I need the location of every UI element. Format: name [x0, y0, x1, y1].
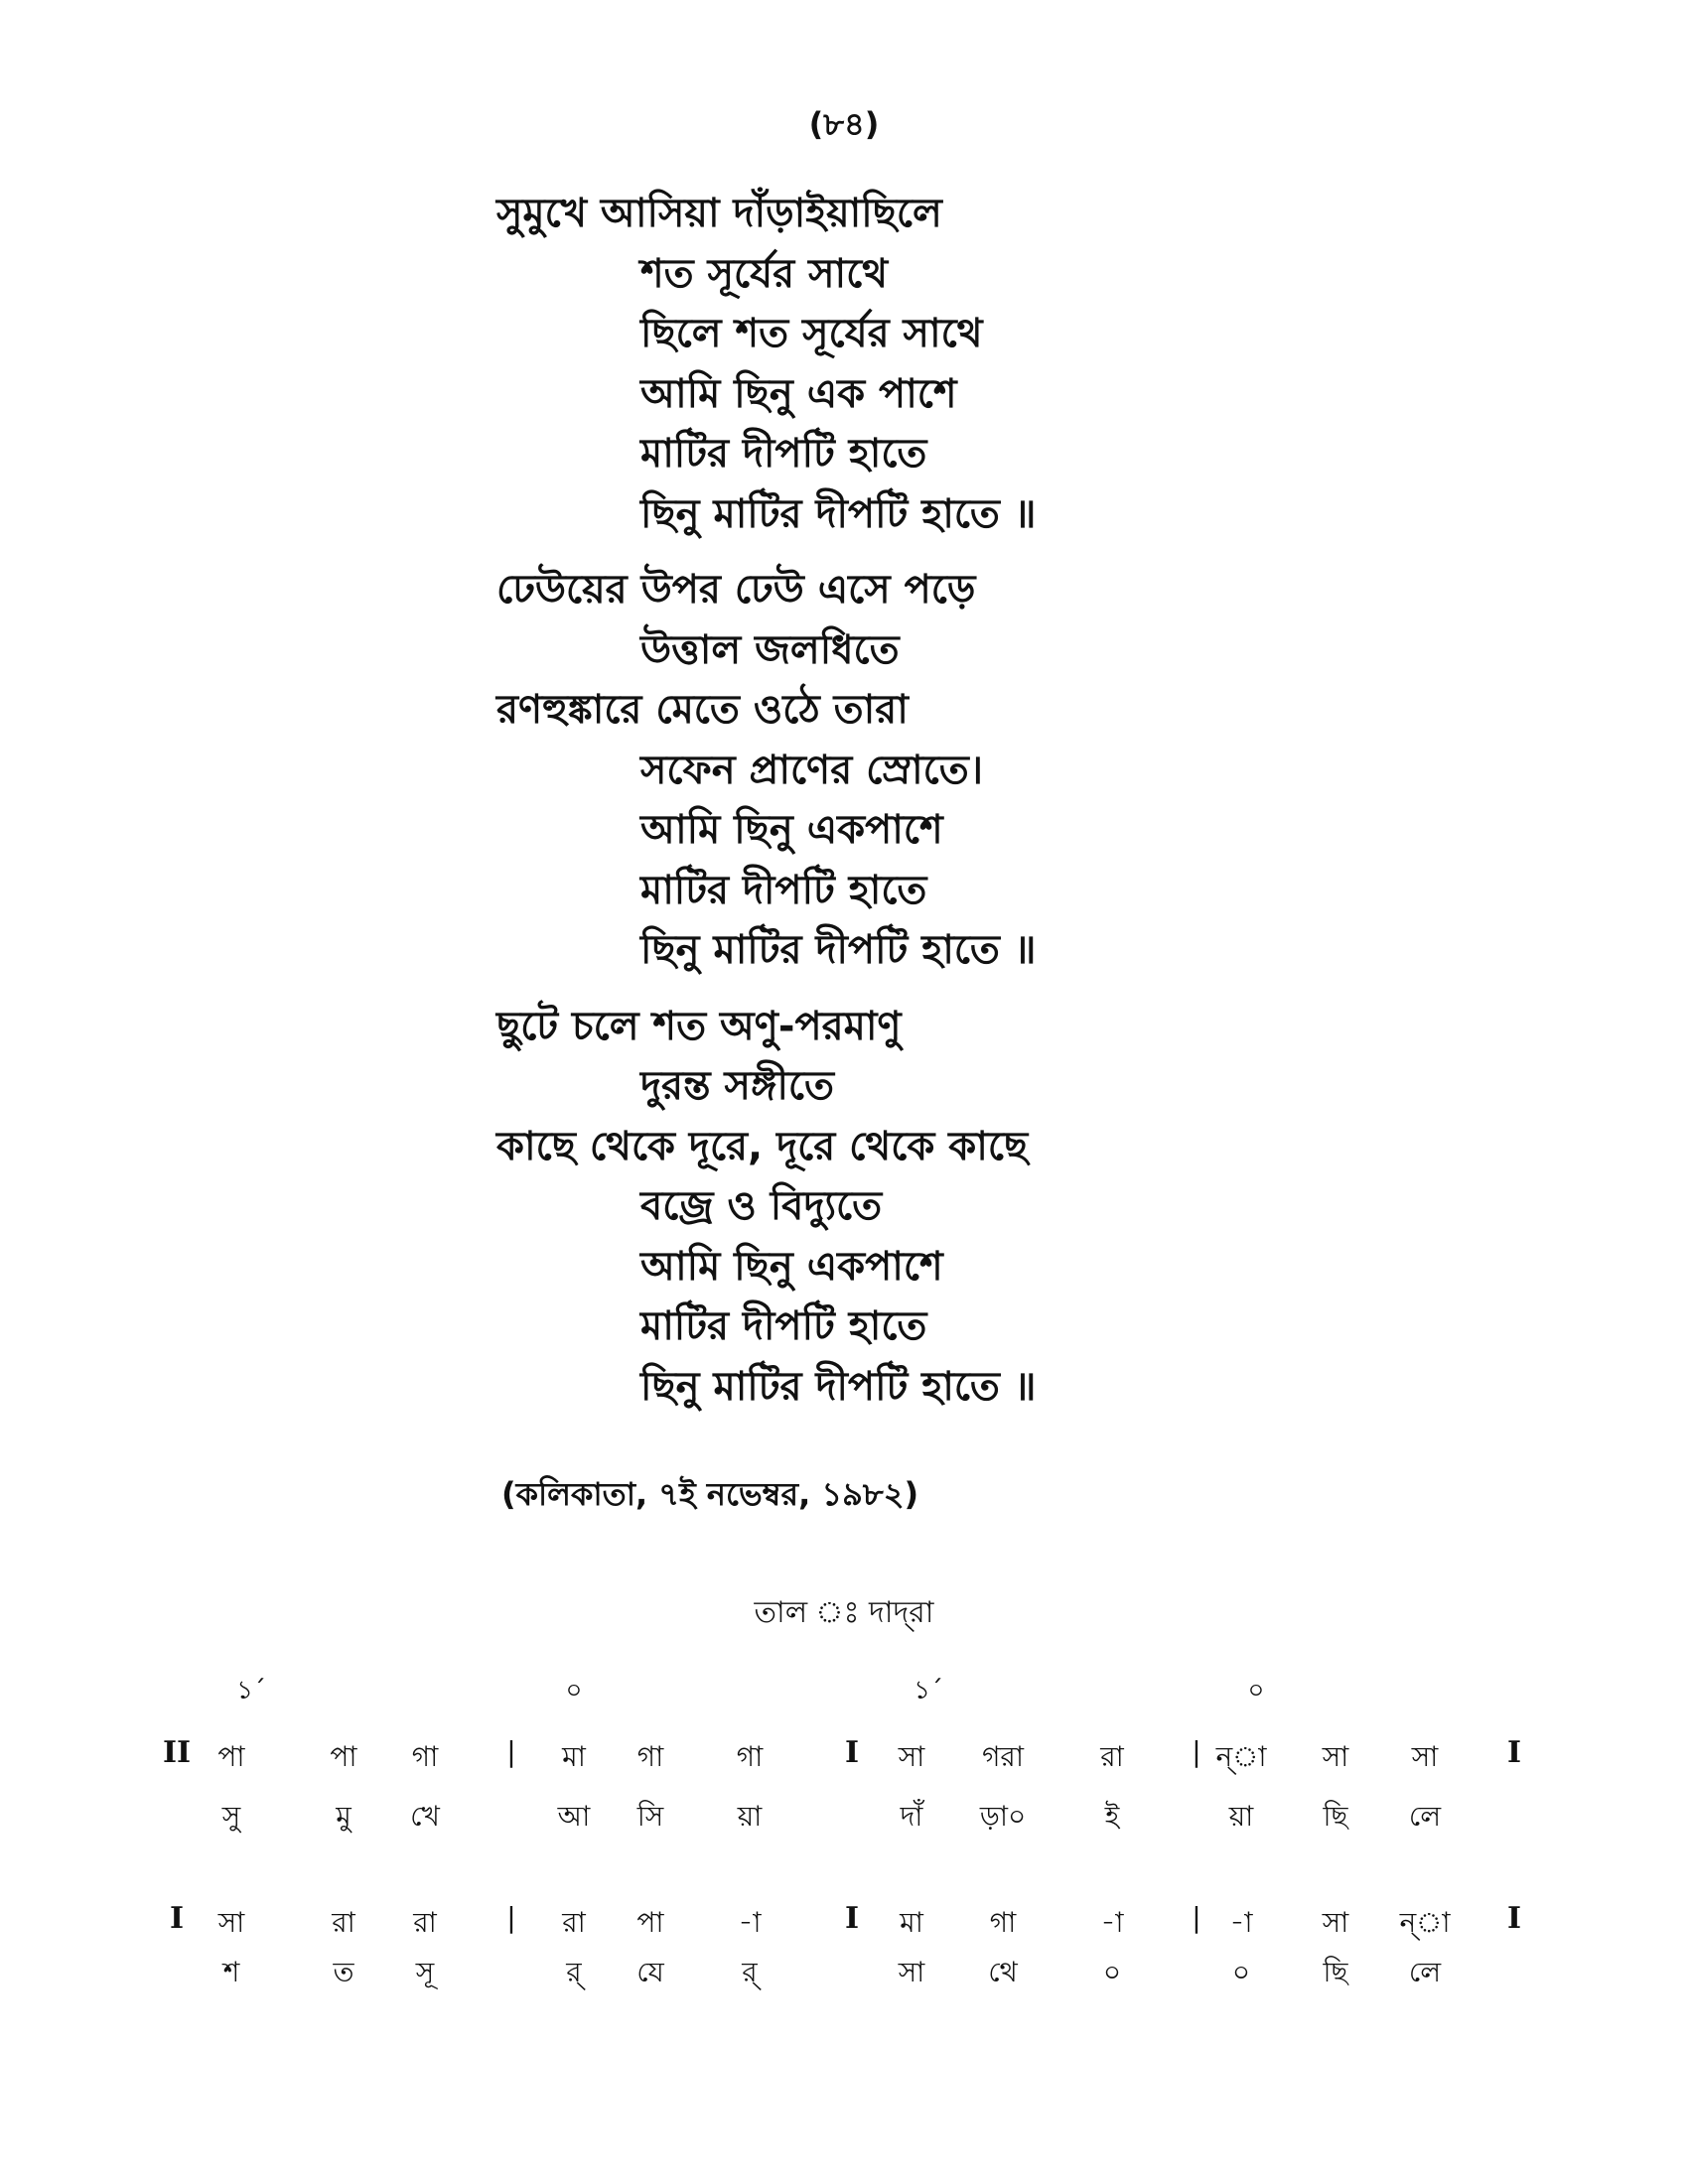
lyric-cell: লে — [1408, 1956, 1442, 1988]
note-cell: পা — [330, 1740, 357, 1773]
lyric-cell: সা — [898, 1956, 925, 1988]
divider-line: | — [1192, 1735, 1201, 1768]
note-cell: ন্‌া — [1399, 1906, 1451, 1939]
poem-line: ছিলে শত সূর্যের সাথে — [640, 311, 983, 356]
note-cell: গরা — [982, 1740, 1024, 1773]
note-cell: পা — [217, 1740, 245, 1773]
tal-heading: তাল ঃ দাদ্‌রা — [754, 1595, 934, 1630]
note-cell: মা — [900, 1906, 923, 1939]
lyric-cell: ড়া০ — [979, 1800, 1027, 1833]
poem-line: রণহুঙ্কারে মেতে ওঠে তারা — [496, 687, 909, 733]
beat-marker: ০ — [1247, 1676, 1265, 1706]
note-cell: রা — [332, 1906, 355, 1939]
poem-line: বজ্রে ও বিদ্যুতে — [640, 1183, 883, 1229]
note-cell: সা — [1322, 1740, 1349, 1773]
lyric-cell: য়া — [1228, 1800, 1254, 1833]
note-cell: গা — [636, 1740, 664, 1773]
note-cell: গা — [411, 1740, 439, 1773]
stanza — [496, 184, 1390, 544]
bar-line: I — [169, 1901, 185, 1936]
note-cell: গা — [989, 1906, 1017, 1939]
lyric-cell: সু — [221, 1800, 241, 1833]
note-cell: পা — [636, 1906, 664, 1939]
bar-line: I — [1506, 1735, 1522, 1770]
lyric-cell: ছি — [1323, 1800, 1348, 1833]
note-cell: সা — [898, 1740, 925, 1773]
notation-table — [0, 1648, 1688, 1988]
poem-line: মাটির দীপটি হাতে — [640, 1303, 927, 1349]
lyric-cell: দাঁ — [900, 1800, 923, 1833]
poem-line: সুমুখে আসিয়া দাঁড়াইয়াছিলে — [496, 191, 942, 236]
bar-line: I — [1506, 1901, 1522, 1936]
poem-line: দুরন্ত সঙ্গীতে — [640, 1063, 834, 1109]
divider-line: | — [1192, 1901, 1201, 1934]
poem-line: কাছে থেকে দূরে, দূরে থেকে কাছে — [496, 1123, 1029, 1169]
poem-line: আমি ছিনু এক পাশে — [640, 370, 957, 417]
note-cell: -া — [1229, 1906, 1253, 1939]
bar-line: I — [844, 1735, 860, 1770]
beat-marker: ১´ — [914, 1676, 943, 1706]
date-line: (কলিকাতা, ৭ই নভেম্বর, ১৯৮২) — [501, 1475, 919, 1513]
note-cell: -া — [738, 1906, 762, 1939]
lyric-cell: সি — [636, 1800, 664, 1833]
poem-line: সফেন প্রাণের স্রোতে। — [640, 747, 984, 793]
lyric-cell: শ — [222, 1956, 240, 1988]
lyric-cell: য়া — [737, 1800, 763, 1833]
note-cell: সা — [217, 1906, 245, 1939]
note-cell: মা — [562, 1740, 586, 1773]
poem — [496, 184, 1390, 1433]
poem-line: উত্তাল জলধিতে — [640, 626, 900, 673]
divider-line: | — [506, 1901, 516, 1934]
poem-line: মাটির দীপটি হাতে — [640, 431, 927, 477]
note-cell: রা — [413, 1906, 437, 1939]
divider-line: | — [506, 1735, 516, 1768]
note-cell: গা — [736, 1740, 764, 1773]
lyric-cell: আ — [557, 1800, 591, 1833]
lyric-cell: র্ — [742, 1956, 758, 1988]
note-cell: -া — [1100, 1906, 1124, 1939]
lyric-cell: ০ — [1102, 1956, 1122, 1988]
lyric-cell: লে — [1408, 1800, 1442, 1833]
lyric-cell: থে — [988, 1956, 1018, 1988]
lyric-cell: ই — [1104, 1800, 1120, 1833]
note-cell: সা — [1411, 1740, 1439, 1773]
poem-line: ছুটে চলে শত অণু-পরমাণু — [496, 1003, 902, 1049]
poem-line: ছিনু মাটির দীপটি হাতে ॥ — [640, 1363, 1037, 1410]
lyric-cell: র্ — [566, 1956, 582, 1988]
lyric-cell: ০ — [1231, 1956, 1251, 1988]
beat-marker: ১´ — [236, 1676, 266, 1706]
note-cell: রা — [1100, 1740, 1124, 1773]
lyric-cell: ত — [333, 1956, 354, 1988]
bar-line: I — [844, 1901, 860, 1936]
beat-marker: ০ — [565, 1676, 583, 1706]
poem-line: ছিনু মাটির দীপটি হাতে ॥ — [640, 927, 1037, 973]
stanza — [496, 560, 1390, 981]
note-cell: সা — [1322, 1906, 1349, 1939]
lyric-cell: সূ — [415, 1956, 435, 1988]
lyric-cell: যে — [636, 1956, 664, 1988]
poem-line: আমি ছিনু একপাশে — [640, 807, 943, 853]
bar-line: II — [162, 1735, 192, 1770]
note-cell: রা — [562, 1906, 586, 1939]
lyric-cell: ছি — [1323, 1956, 1348, 1988]
poem-line: ছিনু মাটির দীপটি হাতে ॥ — [640, 490, 1037, 537]
poem-line: আমি ছিনু একপাশে — [640, 1243, 943, 1290]
stanza — [496, 997, 1390, 1418]
note-cell: ন্‌া — [1215, 1740, 1267, 1773]
poem-line: ঢেউয়ের উপর ঢেউ এসে পড়ে — [496, 567, 976, 613]
lyric-cell: মু — [336, 1800, 352, 1833]
poem-line: শত সূর্যের সাথে — [640, 250, 889, 297]
page-number: (৮৪) — [808, 105, 880, 143]
lyric-cell: খে — [410, 1800, 440, 1833]
poem-line: মাটির দীপটি হাতে — [640, 867, 927, 913]
